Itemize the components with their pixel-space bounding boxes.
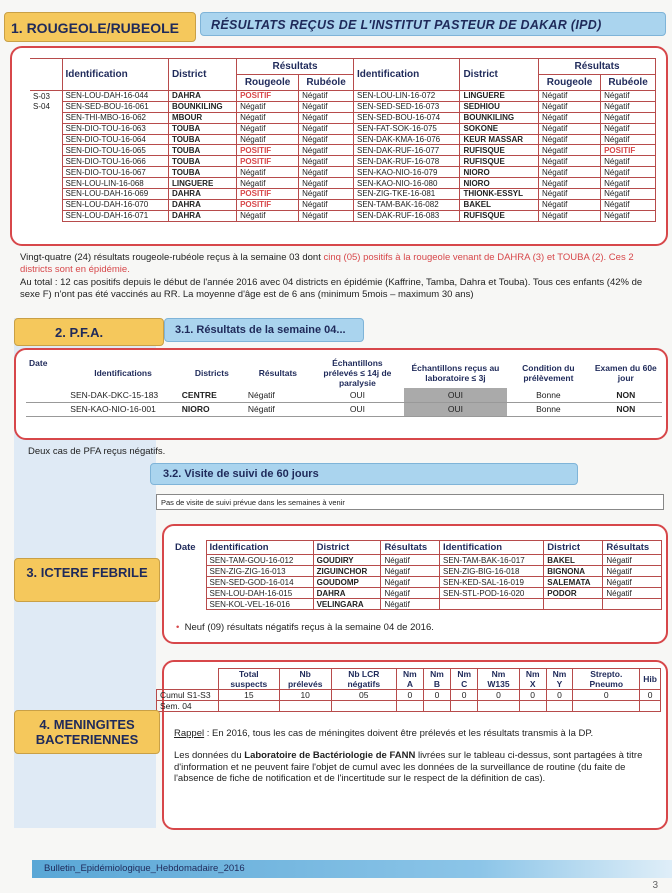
ictere-id: SEN-LOU-DAH-16-015 xyxy=(206,588,313,599)
measles-district: BAKEL xyxy=(460,199,539,210)
followup-box: Pas de visite de suivi prévue dans les semaines à venir xyxy=(156,494,664,510)
measles-district: TOUBA xyxy=(168,123,236,134)
measles-id: SEN-KAO-NIO-16-080 xyxy=(353,178,459,189)
measles-rougeole: Négatif xyxy=(539,145,601,156)
meningites-cell: 0 xyxy=(451,690,478,701)
measles-id: SEN-DAK-RUF-16-077 xyxy=(353,145,459,156)
meningites-cell: 0 xyxy=(573,690,640,701)
measles-row xyxy=(30,189,656,200)
measles-district: LINGUERE xyxy=(460,91,539,102)
ictere-id: SEN-KOL-VEL-16-016 xyxy=(206,599,313,610)
ictere-date xyxy=(172,588,206,599)
meningites-cell: 0 xyxy=(519,690,546,701)
measles-row xyxy=(30,134,656,145)
ictere-row xyxy=(172,555,662,566)
ictere-id: SEN-ZIG-BIG-16-018 xyxy=(439,566,543,577)
measles-rubeole: Négatif xyxy=(601,156,656,167)
pfa-col-district: Districts xyxy=(194,368,229,378)
pfa-row xyxy=(26,402,662,416)
measles-rubeole: Négatif xyxy=(601,210,656,221)
measles-rougeole: Négatif xyxy=(237,178,299,189)
ictere-district xyxy=(544,599,603,610)
measles-summary-b: cinq (05) positifs à la rougeole venant de DAHRA (3) et TOUBA (2). Ces 2 districts sont en épidémie. xyxy=(20,252,634,275)
men-col-hib: Hib xyxy=(640,669,661,690)
meningites-cell xyxy=(423,701,450,712)
pfa-district: CENTRE xyxy=(179,388,245,402)
pfa-prel: OUI xyxy=(311,388,404,402)
ictere-col-result-2: Résultats xyxy=(603,541,662,555)
measles-id: SEN-LOU-DAH-16-069 xyxy=(62,189,168,200)
ictere-col-district-2: District xyxy=(544,541,603,555)
meningites-row-label: Sem. 04 xyxy=(157,701,219,712)
measles-rubeole: Négatif xyxy=(299,91,354,102)
measles-rubeole: Négatif xyxy=(601,101,656,112)
measles-id: SEN-LOU-DAH-16-070 xyxy=(62,199,168,210)
measles-rougeole: Négatif xyxy=(539,178,601,189)
pfa-cond: Bonne xyxy=(507,388,590,402)
measles-rubeole: Négatif xyxy=(299,123,354,134)
page-number: 3 xyxy=(652,880,658,891)
measles-district: DAHRA xyxy=(168,210,236,221)
measles-rougeole: Négatif xyxy=(539,199,601,210)
measles-rougeole: POSITIF xyxy=(237,91,299,102)
measles-id: SEN-LOU-DAH-16-044 xyxy=(62,91,168,102)
pfa-cond: Bonne xyxy=(507,402,590,416)
pfa-recu: OUI xyxy=(404,402,507,416)
meningites-cell xyxy=(331,701,396,712)
col-rougeole-2: Rougeole xyxy=(539,75,601,91)
measles-id: SEN-DAK-RUF-16-078 xyxy=(353,156,459,167)
ictere-district: VELINGARA xyxy=(313,599,381,610)
measles-week: S-03 xyxy=(30,91,62,102)
measles-summary-a: Vingt-quatre (24) résultats rougeole-rubéole reçus à la semaine 03 dont xyxy=(20,252,324,263)
men-col-nmb: Nm B xyxy=(423,669,450,690)
section-pfa-tag: 2. P.F.A. xyxy=(14,318,164,346)
measles-rougeole: POSITIF xyxy=(237,156,299,167)
meningites-cell xyxy=(451,701,478,712)
meningites-cell: 05 xyxy=(331,690,396,701)
ictere-id: SEN-ZIG-ZIG-16-013 xyxy=(206,566,313,577)
ictere-id: SEN-SED-GOD-16-014 xyxy=(206,577,313,588)
measles-district: RUFISQUE xyxy=(460,156,539,167)
pfa-col-date: Date xyxy=(29,358,48,368)
measles-row xyxy=(30,91,656,102)
measles-week xyxy=(30,123,62,134)
measles-district: RUFISQUE xyxy=(460,145,539,156)
men-col-strepto: Strepto. Pneumo xyxy=(573,669,640,690)
measles-rougeole: Négatif xyxy=(539,91,601,102)
meningites-cell: 0 xyxy=(396,690,423,701)
meningites-cell: 0 xyxy=(423,690,450,701)
ictere-id: SEN-KED-SAL-16-019 xyxy=(439,577,543,588)
men-col-nmw135: Nm W135 xyxy=(478,669,519,690)
pfa-panel xyxy=(14,348,668,440)
ictere-col-id-2: Identification xyxy=(439,541,543,555)
measles-week xyxy=(30,134,62,145)
pfa-col-result: Résultats xyxy=(258,368,298,378)
followup-title: 3.2. Visite de suivi de 60 jours xyxy=(150,463,578,485)
measles-id: SEN-LOU-LIN-16-068 xyxy=(62,178,168,189)
measles-rougeole: Négatif xyxy=(539,210,601,221)
measles-rougeole: Négatif xyxy=(237,167,299,178)
section-rougeole-tag: 1. ROUGEOLE/RUBEOLE xyxy=(4,12,196,42)
ictere-id: SEN-TAM-GOU-16-012 xyxy=(206,555,313,566)
ictere-row xyxy=(172,588,662,599)
measles-id: SEN-DAK-KMA-16-076 xyxy=(353,134,459,145)
measles-rubeole: Négatif xyxy=(299,112,354,123)
footer-text: Bulletin_Epidémiologique_Hebdomadaire_2016 xyxy=(44,863,245,874)
measles-id: SEN-ZIG-TKE-16-081 xyxy=(353,189,459,200)
measles-row xyxy=(30,156,656,167)
meningites-row-label: Cumul S1-S3 xyxy=(157,690,219,701)
meningites-panel xyxy=(162,660,668,830)
col-rougeole: Rougeole xyxy=(237,75,299,91)
measles-rougeole: Négatif xyxy=(237,134,299,145)
measles-district: KEUR MASSAR xyxy=(460,134,539,145)
ictere-id xyxy=(439,599,543,610)
measles-id: SEN-THI-MBO-16-062 xyxy=(62,112,168,123)
ictere-district: DAHRA xyxy=(313,588,381,599)
ictere-col-result: Résultats xyxy=(381,541,440,555)
pfa-col-exam: Examen du 60e jour xyxy=(594,363,657,383)
men-col-nma: Nm A xyxy=(396,669,423,690)
pfa-note: Deux cas de PFA reçus négatifs. xyxy=(28,446,166,457)
measles-rubeole: POSITIF xyxy=(601,145,656,156)
men-col-preleves: Nb prélevés xyxy=(279,669,331,690)
ictere-col-district: District xyxy=(313,541,381,555)
measles-rougeole: POSITIF xyxy=(237,199,299,210)
measles-rougeole: Négatif xyxy=(237,112,299,123)
pfa-col-cond: Condition du prélèvement xyxy=(522,363,575,383)
section-meningites-tag: 4. MENINGITES BACTERIENNES xyxy=(14,710,160,754)
footer-bar xyxy=(32,860,672,878)
pfa-table xyxy=(26,358,662,417)
measles-id: SEN-DIO-TOU-16-064 xyxy=(62,134,168,145)
measles-row xyxy=(30,167,656,178)
measles-id: SEN-DIO-TOU-16-065 xyxy=(62,145,168,156)
meningites-row xyxy=(157,701,661,712)
measles-rougeole: Négatif xyxy=(539,156,601,167)
measles-summary xyxy=(20,252,660,275)
measles-week xyxy=(30,199,62,210)
pfa-recu: OUI xyxy=(404,388,507,402)
pfa-result: Négatif xyxy=(245,402,311,416)
meningites-row xyxy=(157,690,661,701)
ictere-id: SEN-TAM-BAK-16-017 xyxy=(439,555,543,566)
measles-rubeole: Négatif xyxy=(299,210,354,221)
col-rubeole: Rubéole xyxy=(299,75,354,91)
meningites-cell: 15 xyxy=(219,690,280,701)
pfa-col-prel: Échantillons prélevés ≤ 14j de paralysie xyxy=(323,358,392,388)
meningites-cell xyxy=(546,701,573,712)
meningites-cell xyxy=(573,701,640,712)
ictere-date xyxy=(172,555,206,566)
measles-district: LINGUERE xyxy=(168,178,236,189)
measles-rubeole: Négatif xyxy=(601,189,656,200)
measles-id: SEN-DIO-TOU-16-063 xyxy=(62,123,168,134)
measles-district: TOUBA xyxy=(168,145,236,156)
ictere-result: Négatif xyxy=(381,599,440,610)
pfa-col-recu: Échantillons reçus au laboratoire ≤ 3j xyxy=(411,363,500,383)
ictere-district: GOUDIRY xyxy=(313,555,381,566)
measles-rubeole: Négatif xyxy=(299,145,354,156)
ictere-table xyxy=(172,540,662,610)
measles-row xyxy=(30,178,656,189)
men-col-nmc: Nm C xyxy=(451,669,478,690)
ictere-row xyxy=(172,577,662,588)
pfa-col-id: Identifications xyxy=(94,368,152,378)
ictere-date xyxy=(172,577,206,588)
col-identification-2: Identification xyxy=(353,59,459,91)
measles-rubeole: Négatif xyxy=(601,178,656,189)
measles-row xyxy=(30,123,656,134)
men-col-nmy: Nm Y xyxy=(546,669,573,690)
measles-district: MBOUR xyxy=(168,112,236,123)
ictere-district: ZIGUINCHOR xyxy=(313,566,381,577)
ictere-row xyxy=(172,566,662,577)
meningites-cell xyxy=(396,701,423,712)
measles-id: SEN-FAT-SOK-16-075 xyxy=(353,123,459,134)
measles-id: SEN-DIO-TOU-16-067 xyxy=(62,167,168,178)
measles-district: RUFISQUE xyxy=(460,210,539,221)
measles-week: S-04 xyxy=(30,101,62,112)
measles-id: SEN-KAO-NIO-16-079 xyxy=(353,167,459,178)
col-resultats-2: Résultats xyxy=(539,59,656,75)
pfa-district: NIORO xyxy=(179,402,245,416)
sidebar-followup xyxy=(14,468,156,828)
ictere-note: • Neuf (09) résultats négatifs reçus à la semaine 04 de 2016. xyxy=(176,622,434,633)
measles-week xyxy=(30,156,62,167)
measles-rougeole: Négatif xyxy=(539,112,601,123)
measles-district: NIORO xyxy=(460,167,539,178)
col-district: District xyxy=(168,59,236,91)
ictere-id: SEN-STL-POD-16-020 xyxy=(439,588,543,599)
measles-district: DAHRA xyxy=(168,189,236,200)
measles-week xyxy=(30,189,62,200)
men-col-lcr: Nb LCR négatifs xyxy=(331,669,396,690)
ictere-result: Négatif xyxy=(603,577,662,588)
measles-id: SEN-LOU-LIN-16-072 xyxy=(353,91,459,102)
ictere-result: Négatif xyxy=(381,566,440,577)
ictere-district: BAKEL xyxy=(544,555,603,566)
measles-rubeole: Négatif xyxy=(299,167,354,178)
col-rubeole-2: Rubéole xyxy=(601,75,656,91)
ictere-date xyxy=(172,566,206,577)
measles-rubeole: Négatif xyxy=(299,189,354,200)
pfa-exam: NON xyxy=(590,388,662,402)
col-district-2: District xyxy=(460,59,539,91)
ictere-date xyxy=(172,599,206,610)
measles-week xyxy=(30,145,62,156)
measles-district: TOUBA xyxy=(168,134,236,145)
meningites-cell xyxy=(219,701,280,712)
meningites-cell: 0 xyxy=(478,690,519,701)
measles-district: TOUBA xyxy=(168,167,236,178)
measles-id: SEN-SED-BOU-16-061 xyxy=(62,101,168,112)
measles-table xyxy=(30,58,656,222)
measles-rubeole: Négatif xyxy=(299,101,354,112)
pfa-exam: NON xyxy=(590,402,662,416)
measles-rougeole: Négatif xyxy=(539,189,601,200)
measles-district: BOUNKILING xyxy=(168,101,236,112)
pfa-id: SEN-KAO-NIO-16-001 xyxy=(67,402,179,416)
measles-row xyxy=(30,112,656,123)
ictere-result xyxy=(603,599,662,610)
meningites-cell xyxy=(478,701,519,712)
ictere-result: Négatif xyxy=(603,588,662,599)
measles-district: DAHRA xyxy=(168,199,236,210)
men-col-total: Total suspects xyxy=(219,669,280,690)
measles-id: SEN-DAK-RUF-16-083 xyxy=(353,210,459,221)
meningites-cell: 0 xyxy=(546,690,573,701)
ictere-result: Négatif xyxy=(603,566,662,577)
measles-id: SEN-SED-BOU-16-074 xyxy=(353,112,459,123)
measles-total: Au total : 12 cas positifs depuis le début de l'année 2016 avec 04 districts en épidémie (Kaffrine, Tamba, Dahra et Touba). Tous ces enfants (42% de sexe F) n'ont pas été vaccinés au RR. La moyenne d'âge est de 6 ans (minimum 5mois – maximum 30 ans) xyxy=(20,277,643,300)
measles-district: NIORO xyxy=(460,178,539,189)
ictere-result: Négatif xyxy=(603,555,662,566)
measles-district: DAHRA xyxy=(168,91,236,102)
section-rougeole-subtitle: RÉSULTATS REÇUS DE L'INSTITUT PASTEUR DE DAKAR (IPD) xyxy=(200,12,666,36)
ictere-result: Négatif xyxy=(381,588,440,599)
measles-rubeole: Négatif xyxy=(299,199,354,210)
meningites-cell xyxy=(279,701,331,712)
measles-week xyxy=(30,210,62,221)
ictere-col-id: Identification xyxy=(206,541,313,555)
measles-week xyxy=(30,167,62,178)
measles-week xyxy=(30,112,62,123)
meningites-cell xyxy=(640,701,661,712)
pfa-subtitle: 3.1. Résultats de la semaine 04... xyxy=(164,318,364,342)
measles-id: SEN-LOU-DAH-16-071 xyxy=(62,210,168,221)
measles-id: SEN-TAM-BAK-16-082 xyxy=(353,199,459,210)
meningites-cell: 0 xyxy=(640,690,661,701)
measles-rougeole: Négatif xyxy=(237,123,299,134)
col-resultats: Résultats xyxy=(237,59,354,75)
meningites-rappel: Rappel : En 2016, tous les cas de méningites doivent être prélevés et les résultats transmis à la DP. xyxy=(174,728,594,739)
ictere-district: SALEMATA xyxy=(544,577,603,588)
measles-rubeole: Négatif xyxy=(601,112,656,123)
measles-week xyxy=(30,178,62,189)
measles-rougeole: Négatif xyxy=(539,123,601,134)
measles-rubeole: Négatif xyxy=(601,123,656,134)
measles-rougeole: Négatif xyxy=(539,134,601,145)
measles-rougeole: Négatif xyxy=(539,167,601,178)
measles-district: THIONK-ESSYL xyxy=(460,189,539,200)
ictere-district: BIGNONA xyxy=(544,566,603,577)
measles-district: BOUNKILING xyxy=(460,112,539,123)
ictere-district: GOUDOMP xyxy=(313,577,381,588)
pfa-result: Négatif xyxy=(245,388,311,402)
ictere-district: PODOR xyxy=(544,588,603,599)
ictere-result: Négatif xyxy=(381,577,440,588)
measles-id: SEN-SED-SED-16-073 xyxy=(353,101,459,112)
measles-rubeole: Négatif xyxy=(601,199,656,210)
men-col-nmx: Nm X xyxy=(519,669,546,690)
meningites-table xyxy=(156,668,661,712)
pfa-row xyxy=(26,388,662,402)
measles-rougeole: POSITIF xyxy=(237,189,299,200)
ictere-row xyxy=(172,599,662,610)
pfa-id: SEN-DAK-DKC-15-183 xyxy=(67,388,179,402)
measles-district: SEDHIOU xyxy=(460,101,539,112)
measles-row xyxy=(30,210,656,221)
measles-rubeole: Négatif xyxy=(601,134,656,145)
measles-id: SEN-DIO-TOU-16-066 xyxy=(62,156,168,167)
measles-rubeole: Négatif xyxy=(601,167,656,178)
ictere-panel xyxy=(162,524,668,644)
meningites-cell xyxy=(519,701,546,712)
measles-row xyxy=(30,145,656,156)
meningites-fann: Les données du Laboratoire de Bactériologie de FANN livrées sur le tableau ci-dessus, sont partagées à titre d'information et ne peuvent faire l'objet de cumul avec les données de la surveillance de routine (du faite de l'absence de fiche de notification et de l'incertitude sur le respect de la définition de cas). xyxy=(174,750,643,784)
pfa-prel: OUI xyxy=(311,402,404,416)
measles-district: TOUBA xyxy=(168,156,236,167)
measles-rougeole: Négatif xyxy=(237,101,299,112)
measles-district: SOKONE xyxy=(460,123,539,134)
measles-row xyxy=(30,199,656,210)
measles-rougeole: Négatif xyxy=(539,101,601,112)
measles-row xyxy=(30,101,656,112)
measles-rougeole: Négatif xyxy=(237,210,299,221)
ictere-result: Négatif xyxy=(381,555,440,566)
measles-panel xyxy=(10,46,668,246)
measles-rubeole: Négatif xyxy=(601,91,656,102)
col-identification: Identification xyxy=(62,59,168,91)
measles-rubeole: Négatif xyxy=(299,134,354,145)
measles-rubeole: Négatif xyxy=(299,178,354,189)
section-ictere-tag: 3. ICTERE FEBRILE xyxy=(14,558,160,602)
ictere-col-date: Date xyxy=(175,542,196,553)
measles-rougeole: POSITIF xyxy=(237,145,299,156)
meningites-cell: 10 xyxy=(279,690,331,701)
measles-rubeole: Négatif xyxy=(299,156,354,167)
